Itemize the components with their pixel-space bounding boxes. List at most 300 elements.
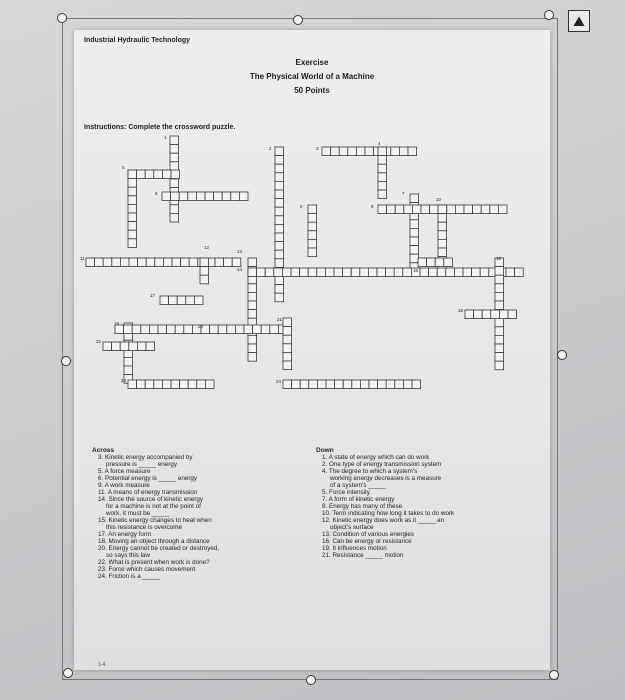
crossword-cell-9-across[interactable]	[498, 205, 507, 214]
crossword-cell-14-across[interactable]	[463, 268, 472, 277]
crossword-cell-14-across[interactable]	[506, 268, 515, 277]
crossword-cell-16-down[interactable]	[495, 353, 504, 362]
clue-number: 15	[413, 268, 419, 273]
crossword-cell-8-down[interactable]	[308, 248, 317, 257]
crossword-cell-4-down[interactable]	[378, 147, 387, 156]
crossword-cell-13-down[interactable]	[248, 301, 257, 310]
crossword-cell-12-down[interactable]	[200, 275, 209, 284]
crossword-cell-2-down[interactable]	[275, 242, 284, 251]
down-clue: 19. It influences motion	[322, 545, 387, 552]
across-clue: 5. A force measure	[98, 468, 151, 475]
crossword-cell-16-down[interactable]	[495, 327, 504, 336]
crossword-cell-21-down[interactable]	[283, 318, 292, 327]
crossword-cell-20-across[interactable]	[149, 325, 158, 334]
crossword-cell-14-across[interactable]	[472, 268, 481, 277]
course-header: Industrial Hydraulic Technology	[84, 37, 191, 44]
crossword-cell-16-down[interactable]	[495, 318, 504, 327]
crossword-cell-16-down[interactable]	[495, 284, 504, 293]
crossword-cell-23-across[interactable]	[180, 380, 189, 389]
crossword-cell-13-down[interactable]	[248, 353, 257, 362]
across-clue: this resistance is overcome	[106, 524, 182, 531]
crossword-cell-11-across[interactable]	[155, 258, 164, 267]
down-clue: 1. A state of energy which can do work	[322, 454, 430, 461]
crossword-cell-2-down[interactable]	[275, 250, 284, 259]
crossword-cell-24-across[interactable]	[403, 380, 412, 389]
crossword-cell-2-down[interactable]	[275, 259, 284, 268]
crossword-cell-5-down[interactable]	[128, 196, 137, 205]
crossword-cell-5-down[interactable]	[128, 239, 137, 248]
crossword-cell-14-across[interactable]	[386, 268, 395, 277]
crossword-cell-2-down[interactable]	[275, 207, 284, 216]
crossword-cell-14-across[interactable]	[308, 268, 317, 277]
crossword-cell-3-across[interactable]	[331, 147, 340, 156]
crossword-cell-3-across[interactable]	[399, 147, 408, 156]
crossword-cell-11-across[interactable]	[172, 258, 181, 267]
across-clue: 9. A work measure	[98, 482, 150, 489]
across-clue: 18. Moving an object through a distance	[98, 538, 210, 545]
crossword-cell-20-across[interactable]	[244, 325, 253, 334]
crossword-cell-10-down[interactable]	[438, 214, 447, 223]
crossword-cell-6-across[interactable]	[188, 192, 197, 201]
crossword-cell-6-across[interactable]	[222, 192, 231, 201]
crossword-cell-14-across[interactable]	[377, 268, 386, 277]
crossword-cell-10-down[interactable]	[438, 248, 447, 257]
crossword-cell-14-across[interactable]	[291, 268, 300, 277]
crossword-cell-2-down[interactable]	[275, 276, 284, 285]
crossword-cell-24-across[interactable]	[317, 380, 326, 389]
crossword-cell-22-across[interactable]	[137, 342, 146, 351]
crossword-cell-6-across[interactable]	[162, 192, 171, 201]
points-label: 50 Points	[294, 86, 330, 95]
crossword-cell-20-across[interactable]	[167, 325, 176, 334]
crossword-cell-12-down[interactable]	[200, 267, 209, 276]
crossword-cell-24-across[interactable]	[292, 380, 301, 389]
crossword-cell-4-down[interactable]	[378, 156, 387, 165]
crossword-cell-10-down[interactable]	[438, 205, 447, 214]
crossword-cell-1-down[interactable]	[170, 179, 179, 188]
crossword-cell-18-across[interactable]	[499, 310, 508, 319]
crossword-cell-14-across[interactable]	[394, 268, 403, 277]
crossword-cell-5-across[interactable]	[137, 170, 146, 179]
crossword-cell-17-across[interactable]	[194, 296, 203, 305]
crossword-cell-13-down[interactable]	[248, 344, 257, 353]
crossword-cell-3-across[interactable]	[365, 147, 374, 156]
crossword-cell-3-across[interactable]	[339, 147, 348, 156]
crossword-cell-11-across[interactable]	[163, 258, 172, 267]
crossword-cell-20-across[interactable]	[115, 325, 124, 334]
crossword-cell-9-across[interactable]	[430, 205, 439, 214]
crossword-cell-8-down[interactable]	[308, 239, 317, 248]
crossword-cell-23-across[interactable]	[162, 380, 171, 389]
crossword-cell-20-across[interactable]	[132, 325, 141, 334]
crossword-cell-9-across[interactable]	[455, 205, 464, 214]
down-clue: of a system's _____	[330, 482, 386, 489]
crossword-cell-15-across[interactable]	[435, 258, 444, 267]
crossword-cell-10-down[interactable]	[438, 231, 447, 240]
crossword-cell-17-across[interactable]	[177, 296, 186, 305]
crossword-cell-24-across[interactable]	[343, 380, 352, 389]
clue-number: 4	[378, 141, 381, 146]
crossword-cell-21-down[interactable]	[283, 327, 292, 336]
crossword-cell-14-across[interactable]	[454, 268, 463, 277]
crossword-cell-22-across[interactable]	[129, 342, 138, 351]
across-clue: 17. An energy form	[98, 531, 152, 538]
crossword-cell-14-across[interactable]	[480, 268, 489, 277]
clue-number: 18	[458, 308, 464, 313]
crossword-cell-22-across[interactable]	[103, 342, 112, 351]
crossword-cell-20-across[interactable]	[141, 325, 150, 334]
crossword-cell-2-down[interactable]	[275, 164, 284, 173]
crossword-cell-15-across[interactable]	[444, 258, 453, 267]
crossword-cell-5-across[interactable]	[154, 170, 163, 179]
down-clue: object's surface	[330, 524, 374, 531]
crossword-cell-14-across[interactable]	[351, 268, 360, 277]
crossword-cell-11-across[interactable]	[120, 258, 129, 267]
crossword-cell-20-across[interactable]	[124, 325, 133, 334]
crossword-cell-7-down[interactable]	[410, 246, 419, 255]
crossword-cell-24-across[interactable]	[386, 380, 395, 389]
crossword-cell-9-across[interactable]	[404, 205, 413, 214]
crossword-cell-3-across[interactable]	[356, 147, 365, 156]
down-clue: 21. Resistance _____ motion	[322, 552, 404, 559]
crossword-cell-11-across[interactable]	[224, 258, 233, 267]
crossword-cell-2-down[interactable]	[275, 224, 284, 233]
crossword-cell-1-down[interactable]	[170, 205, 179, 214]
crossword-cell-2-down[interactable]	[275, 216, 284, 225]
crossword-cell-14-across[interactable]	[317, 268, 326, 277]
crossword-cell-20-across[interactable]	[175, 325, 184, 334]
crossword-cell-3-across[interactable]	[348, 147, 357, 156]
crossword-cell-16-down[interactable]	[495, 267, 504, 276]
crossword-cell-1-down[interactable]	[170, 213, 179, 222]
crossword-cell-5-down[interactable]	[128, 204, 137, 213]
crossword-cell-2-down[interactable]	[275, 285, 284, 294]
crossword-cell-18-across[interactable]	[491, 310, 500, 319]
crossword-cell-19-down[interactable]	[124, 357, 133, 366]
crossword-cell-20-across[interactable]	[184, 325, 193, 334]
crossword-cell-8-down[interactable]	[308, 205, 317, 214]
crossword-cell-24-across[interactable]	[360, 380, 369, 389]
across-clue: for a machine is not at the point of	[106, 503, 201, 510]
crossword-cell-14-across[interactable]	[420, 268, 429, 277]
crossword-cell-17-across[interactable]	[160, 296, 169, 305]
down-clue: 8. Energy has many of these	[322, 503, 403, 510]
crossword-cell-4-down[interactable]	[378, 181, 387, 190]
crossword-cell-2-down[interactable]	[275, 173, 284, 182]
clue-number: 24	[276, 379, 282, 384]
crossword-cell-7-down[interactable]	[410, 220, 419, 229]
crossword-cell-14-across[interactable]	[257, 268, 266, 277]
crossword-cell-13-down[interactable]	[248, 292, 257, 301]
crossword-cell-2-down[interactable]	[275, 181, 284, 190]
crossword-cell-4-down[interactable]	[378, 173, 387, 182]
clue-number: 21	[277, 317, 283, 322]
across-clue: 24. Friction is a _____	[98, 573, 160, 580]
crossword-cell-21-down[interactable]	[283, 335, 292, 344]
crossword-cell-17-across[interactable]	[169, 296, 178, 305]
crossword-cell-23-across[interactable]	[128, 380, 137, 389]
down-clue: 13. Condition of various energies	[322, 531, 415, 538]
crossword-cell-16-down[interactable]	[495, 275, 504, 284]
crossword-cell-5-down[interactable]	[128, 230, 137, 239]
crossword-cell-23-across[interactable]	[205, 380, 214, 389]
crossword-cell-11-across[interactable]	[189, 258, 198, 267]
clue-number: 12	[204, 245, 210, 250]
crossword-cell-11-across[interactable]	[103, 258, 112, 267]
exercise-label: Exercise	[295, 58, 329, 67]
across-clue: 6. Potential energy is _____ energy	[98, 475, 198, 482]
crossword-cell-14-across[interactable]	[300, 268, 309, 277]
crossword-cell-9-across[interactable]	[464, 205, 473, 214]
crossword-cell-16-down[interactable]	[495, 361, 504, 370]
crossword-cell-24-across[interactable]	[378, 380, 387, 389]
crossword-cell-18-across[interactable]	[482, 310, 491, 319]
crossword-cell-24-across[interactable]	[395, 380, 404, 389]
crossword-cell-8-down[interactable]	[308, 214, 317, 223]
crossword-cell-5-across[interactable]	[128, 170, 137, 179]
crossword-cell-9-across[interactable]	[490, 205, 499, 214]
across-clue: work, it must be _____	[106, 510, 170, 517]
crossword-cell-14-across[interactable]	[515, 268, 524, 277]
crossword-cell-11-across[interactable]	[146, 258, 155, 267]
across-clue: 15. Kinetic energy changes to heat when	[98, 517, 212, 524]
crossword-cell-9-across[interactable]	[473, 205, 482, 214]
crossword-cell-8-down[interactable]	[308, 222, 317, 231]
crossword-cell-21-down[interactable]	[283, 352, 292, 361]
crossword-cell-16-down[interactable]	[495, 335, 504, 344]
crossword-cell-1-down[interactable]	[170, 145, 179, 154]
crossword-cell-24-across[interactable]	[283, 380, 292, 389]
crossword-cell-5-across[interactable]	[162, 170, 171, 179]
crossword-cell-2-down[interactable]	[275, 233, 284, 242]
crossword-cell-18-across[interactable]	[465, 310, 474, 319]
crossword-cell-23-across[interactable]	[145, 380, 154, 389]
down-clue: 7. A form of kinetic energy	[322, 496, 395, 503]
clue-number: 23	[121, 378, 127, 383]
crossword-cell-24-across[interactable]	[335, 380, 344, 389]
crossword-cell-5-across[interactable]	[171, 170, 180, 179]
crossword-cell-14-across[interactable]	[368, 268, 377, 277]
crossword-cell-8-down[interactable]	[308, 231, 317, 240]
crossword-cell-11-across[interactable]	[138, 258, 147, 267]
clue-number: 20	[198, 324, 204, 329]
crossword-cell-3-across[interactable]	[322, 147, 331, 156]
down-clue: 4. The degree to which a system's	[322, 468, 418, 475]
crossword-cell-14-across[interactable]	[360, 268, 369, 277]
crossword-cell-14-across[interactable]	[334, 268, 343, 277]
crossword-cell-16-down[interactable]	[495, 301, 504, 310]
crossword-cell-11-across[interactable]	[112, 258, 121, 267]
across-clue: 3. Kinetic energy accompanied by	[98, 454, 193, 461]
crossword-cell-6-across[interactable]	[196, 192, 205, 201]
crossword-cell-14-across[interactable]	[282, 268, 291, 277]
crossword-cell-5-down[interactable]	[128, 187, 137, 196]
crossword-cell-5-across[interactable]	[145, 170, 154, 179]
across-clue: 11. A means of energy transmission	[98, 489, 198, 496]
page-number: 1-4	[98, 662, 106, 668]
clue-number: 3	[316, 146, 319, 151]
across-heading: Across	[92, 447, 115, 454]
crossword-cell-23-across[interactable]	[188, 380, 197, 389]
crossword-cell-20-across[interactable]	[253, 325, 262, 334]
crossword-cell-23-across[interactable]	[137, 380, 146, 389]
crossword-cell-20-across[interactable]	[261, 325, 270, 334]
crossword-cell-3-across[interactable]	[391, 147, 400, 156]
crossword-cell-23-across[interactable]	[154, 380, 163, 389]
crossword-cell-22-across[interactable]	[120, 342, 129, 351]
crossword-cell-18-across[interactable]	[474, 310, 483, 319]
crossword-cell-6-across[interactable]	[171, 192, 180, 201]
crossword-cell-7-down[interactable]	[410, 237, 419, 246]
crossword-cell-16-down[interactable]	[495, 292, 504, 301]
crossword-cell-9-across[interactable]	[481, 205, 490, 214]
crossword-cell-2-down[interactable]	[275, 156, 284, 165]
edge-detect-icon[interactable]: ⛰	[568, 10, 590, 32]
crossword-cell-9-across[interactable]	[447, 205, 456, 214]
down-clue: 16. Can be energy or resistance	[322, 538, 412, 545]
crossword-cell-12-down[interactable]	[200, 258, 209, 267]
crossword-cell-14-across[interactable]	[446, 268, 455, 277]
crossword-cell-22-across[interactable]	[112, 342, 121, 351]
crossword-cell-1-down[interactable]	[170, 162, 179, 171]
clue-number: 6	[155, 191, 158, 196]
crossword-cell-9-across[interactable]	[378, 205, 387, 214]
crossword-cell-2-down[interactable]	[275, 147, 284, 156]
crossword-cell-11-across[interactable]	[86, 258, 95, 267]
crossword-cell-14-across[interactable]	[325, 268, 334, 277]
crossword-cell-4-down[interactable]	[378, 164, 387, 173]
crossword-cell-7-down[interactable]	[410, 194, 419, 203]
crossword-cell-7-down[interactable]	[410, 254, 419, 263]
crossword-cell-20-across[interactable]	[218, 325, 227, 334]
crossword-cell-14-across[interactable]	[429, 268, 438, 277]
across-clue: 23. Force which causes movement	[98, 566, 196, 573]
clue-number: 2	[269, 146, 272, 151]
crossword-cell-6-across[interactable]	[205, 192, 214, 201]
down-clue: 2. One type of energy transmission system	[322, 461, 442, 468]
crossword-cell-14-across[interactable]	[437, 268, 446, 277]
crossword-cell-14-across[interactable]	[343, 268, 352, 277]
crossword-cell-13-down[interactable]	[248, 284, 257, 293]
crossword-cell-5-down[interactable]	[128, 179, 137, 188]
clue-number: 10	[436, 197, 442, 202]
crossword-cell-24-across[interactable]	[352, 380, 361, 389]
crossword-cell-6-across[interactable]	[231, 192, 240, 201]
crossword-cell-5-down[interactable]	[128, 222, 137, 231]
down-clues	[316, 447, 454, 559]
clue-number: 19	[114, 321, 120, 326]
crossword-cell-14-across[interactable]	[265, 268, 274, 277]
crossword-cell-24-across[interactable]	[412, 380, 421, 389]
clue-number: 17	[150, 293, 156, 298]
across-clue: 22. What is present when work is done?	[98, 559, 210, 566]
across-clue: 14. Since the source of kinetic energy	[98, 496, 204, 503]
crossword-cell-24-across[interactable]	[369, 380, 378, 389]
crossword-cell-14-across[interactable]	[248, 268, 257, 277]
clue-number: 5	[122, 165, 125, 170]
clue-number: 1	[164, 135, 167, 140]
crossword-cell-24-across[interactable]	[309, 380, 318, 389]
crossword-cell-13-down[interactable]	[248, 310, 257, 319]
crossword-cell-14-across[interactable]	[403, 268, 412, 277]
crossword-cell-9-across[interactable]	[387, 205, 396, 214]
crossword-cell-11-across[interactable]	[181, 258, 190, 267]
crossword-cell-4-down[interactable]	[378, 190, 387, 199]
crossword-cell-10-down[interactable]	[438, 222, 447, 231]
crossword-cell-20-across[interactable]	[158, 325, 167, 334]
crossword-cell-1-down[interactable]	[170, 153, 179, 162]
crossword-cell-11-across[interactable]	[232, 258, 241, 267]
clue-number: 8	[300, 204, 303, 209]
crossword-cell-17-across[interactable]	[186, 296, 195, 305]
across-clue: 20. Energy cannot be created or destroyed,	[98, 545, 220, 552]
clue-number: 11	[80, 256, 85, 261]
instructions: Instructions: Complete the crossword puzzle.	[84, 124, 236, 131]
crossword-cell-21-down[interactable]	[283, 344, 292, 353]
clue-number: 7	[402, 191, 405, 196]
crossword-cell-6-across[interactable]	[239, 192, 248, 201]
crossword-cell-9-across[interactable]	[421, 205, 430, 214]
crossword-cell-11-across[interactable]	[129, 258, 138, 267]
crossword-cell-15-across[interactable]	[418, 258, 427, 267]
across-clue: pressure is _____ energy	[106, 461, 178, 468]
crossword-cell-20-across[interactable]	[235, 325, 244, 334]
crossword-cell-9-across[interactable]	[412, 205, 421, 214]
crossword-cell-18-across[interactable]	[508, 310, 517, 319]
across-clues	[92, 447, 219, 580]
crossword-cell-1-down[interactable]	[170, 136, 179, 145]
crossword-cell-23-across[interactable]	[197, 380, 206, 389]
crossword-cell-11-across[interactable]	[95, 258, 104, 267]
crossword-cell-15-across[interactable]	[427, 258, 436, 267]
crossword-cell-11-across[interactable]	[215, 258, 224, 267]
crossword-cell-2-down[interactable]	[275, 199, 284, 208]
crossword-cell-16-down[interactable]	[495, 344, 504, 353]
crossword-cell-21-down[interactable]	[283, 361, 292, 370]
crossword-cell-2-down[interactable]	[275, 190, 284, 199]
down-clue: working energy decreases is a measure	[330, 475, 442, 482]
down-clue: 10. Term indicating how long it takes to do work	[322, 510, 455, 517]
down-heading: Down	[316, 447, 334, 454]
across-clue: so says this law	[106, 552, 151, 559]
crossword-cell-13-down[interactable]	[248, 335, 257, 344]
crossword-cell-3-across[interactable]	[408, 147, 417, 156]
crossword-cell-13-down[interactable]	[248, 258, 257, 267]
crossword-cell-23-across[interactable]	[171, 380, 180, 389]
crossword-cell-19-down[interactable]	[124, 366, 133, 375]
crossword-cell-22-across[interactable]	[146, 342, 155, 351]
crossword-cell-6-across[interactable]	[179, 192, 188, 201]
clue-number: 9	[371, 204, 374, 209]
crossword-cell-14-across[interactable]	[274, 268, 283, 277]
clue-number: 22	[96, 339, 102, 344]
crossword-cell-20-across[interactable]	[227, 325, 236, 334]
crossword-cell-7-down[interactable]	[410, 228, 419, 237]
crossword-cell-24-across[interactable]	[300, 380, 309, 389]
crossword-cell-6-across[interactable]	[214, 192, 223, 201]
crossword-cell-20-across[interactable]	[210, 325, 219, 334]
crossword-cell-2-down[interactable]	[275, 293, 284, 302]
crossword-cell-5-down[interactable]	[128, 213, 137, 222]
down-clue: 5. Force intensity	[322, 489, 370, 496]
clue-number: 16	[496, 256, 502, 261]
crossword-cell-9-across[interactable]	[395, 205, 404, 214]
crossword-cell-10-down[interactable]	[438, 239, 447, 248]
crossword-cell-20-across[interactable]	[270, 325, 279, 334]
clue-number: 13	[237, 249, 243, 254]
crossword-cell-24-across[interactable]	[326, 380, 335, 389]
down-clue: 12. Kinetic energy does work as it _____ an	[322, 517, 445, 524]
